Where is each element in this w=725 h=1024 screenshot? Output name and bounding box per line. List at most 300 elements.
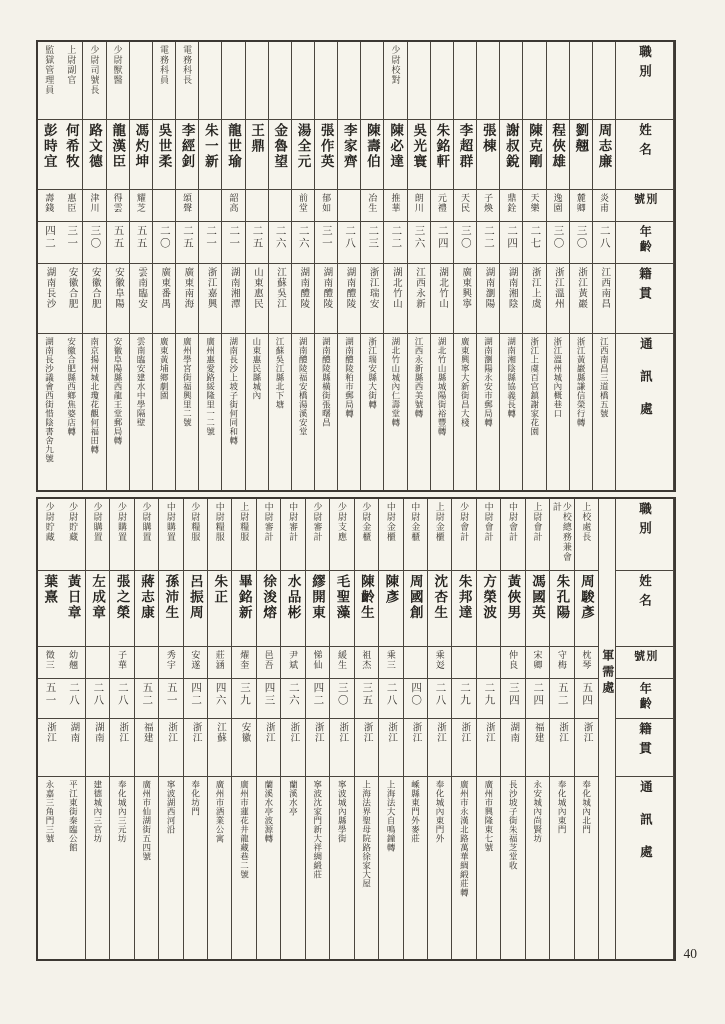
- cell-title: [379, 499, 402, 571]
- cell-title: [361, 42, 383, 120]
- address-text: 廣州惠愛路綏隆里一二號: [205, 337, 216, 436]
- alias-text: 推華: [390, 193, 401, 213]
- cell-address: [38, 334, 60, 490]
- address-text: 廣東興寧大新街昌大棧: [460, 337, 471, 427]
- cell-origin: [408, 264, 430, 334]
- cell-name: [130, 120, 152, 190]
- age-text: 三四: [507, 682, 519, 707]
- cell-address: [355, 777, 378, 959]
- cell-address: [110, 777, 133, 959]
- alias-text: 祖杰: [361, 650, 372, 670]
- person-column: [338, 42, 361, 490]
- person-column: [454, 42, 477, 490]
- cell-address: [330, 777, 353, 959]
- cell-title: [232, 499, 255, 571]
- cell-address: [500, 334, 522, 490]
- cell-name: [176, 120, 198, 190]
- name-text: 張作英: [318, 123, 334, 170]
- cell-origin: [135, 719, 158, 777]
- cell-address: [454, 334, 476, 490]
- cell-age: [547, 222, 569, 264]
- name-text: 馮國英: [529, 574, 545, 621]
- origin-text: 浙江黃巖: [576, 267, 587, 309]
- row-label-address: [616, 334, 673, 490]
- cell-title: [355, 499, 378, 571]
- address-text: 奉化城內北門: [581, 780, 592, 834]
- name-text: 王鼎: [249, 123, 265, 154]
- age-text: 二二: [390, 225, 402, 250]
- cell-address: [404, 777, 427, 959]
- cell-title: [269, 42, 291, 120]
- alias-text: 莊涵: [214, 650, 225, 670]
- address-text: 奉化坊門: [190, 780, 201, 816]
- cell-alias: [384, 190, 406, 222]
- cell-age: [575, 679, 598, 719]
- origin-text: 江蘇: [215, 722, 226, 743]
- person-column: [404, 499, 428, 959]
- name-text: 朱銘軒: [434, 123, 450, 170]
- title-text: 中尉會計: [483, 502, 494, 542]
- origin-text: 湖南長沙: [44, 267, 55, 309]
- cell-address: [153, 334, 175, 490]
- address-text: 寧波城內縣學街: [337, 780, 348, 843]
- cell-origin: [208, 719, 231, 777]
- person-column: [61, 499, 85, 959]
- address-text: 湖南醴陵福安橋湯溪安堂: [298, 337, 309, 436]
- cell-name: [408, 120, 430, 190]
- cell-age: [38, 679, 61, 719]
- cell-origin: [292, 264, 314, 334]
- address-text: 廣州市永漢北路萬華綢緞莊轉: [459, 780, 470, 897]
- alias-text: 鼎銓: [506, 193, 517, 213]
- title-text: 少尉獸醫: [112, 45, 123, 85]
- cell-name: [61, 571, 84, 647]
- cell-name: [257, 571, 280, 647]
- cell-origin: [38, 719, 61, 777]
- origin-text: 湖南湘陰: [506, 267, 517, 309]
- cell-name: [208, 571, 231, 647]
- cell-alias: [199, 190, 221, 222]
- cell-name: [550, 571, 573, 647]
- cell-name: [38, 571, 61, 647]
- person-column: [107, 42, 130, 490]
- row-label-origin-text: 籍貫: [637, 722, 652, 761]
- alias-text: 冶生: [367, 193, 378, 213]
- alias-text: 仲良: [508, 650, 518, 670]
- alias-text: 元禮: [436, 193, 447, 213]
- cell-address: [547, 334, 569, 490]
- address-text: 廣州市興隆東七號: [483, 780, 494, 852]
- cell-alias: [184, 647, 207, 679]
- cell-origin: [60, 264, 82, 334]
- cell-title: [159, 499, 182, 571]
- name-text: 周駿彥: [578, 574, 594, 621]
- cell-name: [404, 571, 427, 647]
- cell-title: [38, 499, 61, 571]
- alias-text: 韶高: [228, 193, 239, 213]
- origin-text: 浙江: [337, 722, 348, 743]
- name-text: 金魯望: [272, 123, 288, 170]
- cell-title: [83, 42, 105, 120]
- row-label-name-text: 姓名: [637, 574, 652, 613]
- cell-title: [281, 499, 304, 571]
- address-text: 浙江瑞安縣大街轉: [367, 337, 378, 409]
- age-text: 三〇: [336, 682, 348, 707]
- row-header-column: [616, 42, 674, 490]
- title-text: 少尉購置: [92, 502, 103, 542]
- title-text: 少尉購置: [117, 502, 127, 542]
- origin-text: 廣東番禺: [159, 267, 170, 309]
- age-text: 二四: [532, 682, 544, 707]
- cell-age: [428, 679, 451, 719]
- cell-alias: [355, 647, 378, 679]
- address-text: 湖北竹山城內仁壽堂轉: [390, 337, 401, 427]
- cell-origin: [431, 264, 453, 334]
- origin-text: 湖北竹山: [390, 267, 401, 309]
- address-text: 江西永新縣西美號轉: [413, 337, 424, 418]
- cell-address: [246, 334, 268, 490]
- name-text: 吳光寰: [411, 123, 427, 170]
- address-text: 安徽阜陽縣西龍王堂郵局轉: [112, 337, 123, 445]
- name-text: 朱正: [212, 574, 228, 605]
- address-text: 廣州市仙湖街五四號: [141, 780, 152, 861]
- cell-title: [110, 499, 133, 571]
- name-text: 龍漢臣: [110, 123, 126, 170]
- cell-title: [477, 42, 499, 120]
- cell-name: [547, 120, 569, 190]
- address-text: 廣州學宮街福興里二號: [182, 337, 193, 427]
- cell-address: [232, 777, 255, 959]
- origin-text: 浙江: [410, 722, 421, 743]
- cell-alias: [159, 647, 182, 679]
- cell-name: [379, 571, 402, 647]
- cell-age: [526, 679, 549, 719]
- cell-title: [222, 42, 244, 120]
- alias-text: 子煥: [483, 193, 494, 213]
- cell-age: [83, 222, 105, 264]
- row-label-title: [616, 42, 673, 120]
- cell-origin: [550, 719, 573, 777]
- name-text: 黃俠男: [505, 574, 521, 621]
- cell-age: [361, 222, 383, 264]
- name-text: 謝叔銳: [503, 123, 519, 170]
- title-text: 少尉司號長: [89, 45, 100, 95]
- alias-text: 天樂: [529, 193, 540, 213]
- name-text: 馮灼坤: [133, 123, 149, 170]
- cell-title: [208, 499, 231, 571]
- cell-origin: [547, 264, 569, 334]
- person-column: [477, 42, 500, 490]
- person-column: [575, 499, 599, 959]
- cell-alias: [292, 190, 314, 222]
- origin-text: 浙江上虞: [529, 267, 540, 309]
- cell-address: [83, 334, 105, 490]
- cell-alias: [269, 190, 291, 222]
- alias-text: 惠臣: [66, 193, 77, 213]
- title-text: 少尉購置: [141, 502, 152, 542]
- person-column: [292, 42, 315, 490]
- row-label-address-text: 通訊處: [638, 780, 653, 878]
- origin-text: 福建: [532, 722, 543, 743]
- age-text: 二八: [434, 682, 446, 707]
- age-text: 二四: [436, 225, 448, 250]
- person-column: [153, 42, 176, 490]
- cell-age: [501, 679, 524, 719]
- person-column: [547, 42, 570, 490]
- cell-age: [130, 222, 152, 264]
- cell-age: [408, 222, 430, 264]
- alias-text: 朗川: [413, 193, 424, 213]
- origin-text: 浙江: [386, 722, 397, 743]
- cell-address: [501, 777, 524, 959]
- cell-address: [477, 777, 500, 959]
- address-text: 湖北竹山縣城陽街裕豐轉: [437, 337, 448, 436]
- person-column: [428, 499, 452, 959]
- cell-alias: [330, 647, 353, 679]
- address-text: 湖南醴陵縣橫街張曙昌: [321, 337, 332, 427]
- cell-name: [107, 120, 129, 190]
- cell-alias: [110, 647, 133, 679]
- cell-origin: [86, 719, 109, 777]
- cell-origin: [199, 264, 221, 334]
- cell-origin: [38, 264, 60, 334]
- cell-title: [408, 42, 430, 120]
- age-text: 五二: [141, 682, 153, 707]
- cell-alias: [454, 190, 476, 222]
- title-text: 中尉會計: [508, 502, 518, 542]
- alias-text: 耀芝: [135, 193, 146, 213]
- cell-name: [222, 120, 244, 190]
- address-text: 湖南湘陰縣協義長轉: [506, 337, 517, 418]
- address-text: 山東惠民縣城內: [251, 337, 262, 400]
- age-text: 三一: [320, 225, 332, 250]
- cell-origin: [153, 264, 175, 334]
- origin-text: 浙江: [44, 722, 55, 743]
- cell-address: [428, 777, 451, 959]
- person-column: [208, 499, 232, 959]
- row-label-alias-text: 別號: [632, 193, 657, 206]
- person-column: [246, 42, 269, 490]
- cell-origin: [593, 264, 615, 334]
- cell-age: [38, 222, 60, 264]
- cell-alias: [153, 190, 175, 222]
- address-text: 永安城內尚賢坊: [532, 780, 543, 843]
- age-text: 二三: [367, 225, 379, 250]
- cell-origin: [523, 264, 545, 334]
- cell-address: [593, 334, 615, 490]
- cell-title: [130, 42, 152, 120]
- cell-address: [315, 334, 337, 490]
- origin-text: 湖南: [68, 722, 79, 743]
- alias-text: 前堂: [297, 193, 308, 213]
- address-text: 湖南長沙上坡子街何同和轉: [228, 337, 239, 445]
- address-text: 奉化城內三元坊: [117, 780, 128, 843]
- cell-age: [404, 679, 427, 719]
- cell-name: [338, 120, 360, 190]
- age-text: 二〇: [158, 225, 170, 250]
- name-text: 張棟: [480, 123, 496, 154]
- row-label-name-text: 姓名: [637, 123, 652, 162]
- age-text: 二五: [251, 225, 263, 250]
- title-text: 上尉會計: [532, 502, 543, 542]
- cell-origin: [330, 719, 353, 777]
- origin-text: 安徽合肥: [89, 267, 100, 309]
- cell-origin: [257, 719, 280, 777]
- cell-title: [330, 499, 353, 571]
- alias-text: 乘彣: [434, 650, 445, 670]
- cell-name: [330, 571, 353, 647]
- name-text: 湯全元: [295, 123, 311, 170]
- origin-text: 浙江: [288, 722, 299, 743]
- person-column: [86, 499, 110, 959]
- cell-name: [477, 120, 499, 190]
- origin-text: 湖南: [508, 722, 519, 743]
- cell-origin: [355, 719, 378, 777]
- cell-origin: [428, 719, 451, 777]
- origin-text: 雲南臨安: [136, 267, 147, 309]
- title-text: 少尉糧服: [190, 502, 201, 542]
- cell-alias: [431, 190, 453, 222]
- cell-title: [257, 499, 280, 571]
- cell-title: [454, 42, 476, 120]
- cell-title: [431, 42, 453, 120]
- cell-age: [86, 679, 109, 719]
- cell-address: [431, 334, 453, 490]
- row-header-column: [616, 499, 674, 959]
- age-text: 五四: [581, 682, 593, 707]
- cell-name: [110, 571, 133, 647]
- address-text: 長沙坡子街朱福芝堂收: [508, 780, 519, 870]
- cell-age: [384, 222, 406, 264]
- age-text: 二七: [529, 225, 541, 250]
- cell-title: [575, 499, 598, 571]
- person-column: [199, 42, 222, 490]
- cell-alias: [477, 190, 499, 222]
- person-column: [379, 499, 403, 959]
- age-text: 四三: [263, 682, 275, 707]
- cell-age: [523, 222, 545, 264]
- title-text: 中尉審計: [288, 502, 299, 542]
- cell-alias: [281, 647, 304, 679]
- cell-alias: [338, 190, 360, 222]
- cell-address: [61, 777, 84, 959]
- cell-name: [526, 571, 549, 647]
- title-text: 中尉金櫃: [410, 502, 421, 542]
- age-text: 二一: [205, 225, 217, 250]
- alias-text: 燿奎: [239, 650, 250, 670]
- cell-title: [86, 499, 109, 571]
- cell-age: [153, 222, 175, 264]
- person-column: [232, 499, 256, 959]
- title-text: 少尉審計: [312, 502, 323, 542]
- address-text: 湖南醴陵粕市郵局轉: [344, 337, 355, 418]
- cell-name: [199, 120, 221, 190]
- address-text: 安徽合肥縣西鄉焦婆店轉: [66, 337, 77, 436]
- cell-name: [269, 120, 291, 190]
- cell-name: [361, 120, 383, 190]
- origin-text: 江西永新: [413, 267, 424, 309]
- name-text: 李超群: [457, 123, 473, 170]
- cell-alias: [315, 190, 337, 222]
- cell-origin: [384, 264, 406, 334]
- name-text: 李家齊: [341, 123, 357, 170]
- cell-name: [281, 571, 304, 647]
- name-text: 水品彬: [285, 574, 301, 621]
- cell-address: [130, 334, 152, 490]
- address-text: 永嘉三角門三號: [44, 780, 55, 843]
- cell-alias: [361, 190, 383, 222]
- person-column: [408, 42, 431, 490]
- cell-title: [428, 499, 451, 571]
- cell-alias: [523, 190, 545, 222]
- cell-alias: [83, 190, 105, 222]
- person-column: [570, 42, 593, 490]
- name-text: 繆開東: [310, 574, 326, 621]
- cell-origin: [61, 719, 84, 777]
- address-text: 江西南昌三道橋五號: [599, 337, 610, 418]
- section-label-text: 軍需處: [600, 649, 615, 697]
- cell-age: [107, 222, 129, 264]
- name-text: 何希牧: [63, 123, 79, 170]
- person-column: [306, 499, 330, 959]
- title-text: 少尉支應: [336, 502, 347, 542]
- name-text: 徐浚熔: [261, 574, 277, 621]
- cell-age: [330, 679, 353, 719]
- cell-age: [246, 222, 268, 264]
- person-column: [281, 499, 305, 959]
- row-label-alias-text: 別號: [632, 650, 657, 663]
- alias-text: 邑吾: [263, 650, 274, 670]
- cell-age: [315, 222, 337, 264]
- cell-origin: [500, 264, 522, 334]
- cell-address: [550, 777, 573, 959]
- cell-age: [208, 679, 231, 719]
- person-column: [60, 42, 83, 490]
- name-text: 龍世瑜: [225, 123, 241, 170]
- address-text: 奉化城內東門: [557, 780, 568, 834]
- origin-text: 湖南醴陵: [298, 267, 309, 309]
- cell-alias: [86, 647, 109, 679]
- origin-text: 福建: [141, 722, 152, 743]
- address-text: 平江東街秦臨公館: [68, 780, 79, 852]
- person-column: [330, 499, 354, 959]
- cell-age: [176, 222, 198, 264]
- cell-alias: [38, 647, 61, 679]
- roster-table-bottom: [36, 497, 676, 961]
- cell-age: [199, 222, 221, 264]
- address-text: 浙江上虞百官鎮謝家花園: [529, 337, 540, 436]
- cell-age: [184, 679, 207, 719]
- row-label-origin-text: 籍貫: [637, 267, 652, 306]
- cell-name: [575, 571, 598, 647]
- age-text: 五二: [556, 682, 568, 707]
- person-column: [477, 499, 501, 959]
- row-label-age: [616, 679, 673, 719]
- age-text: 二六: [287, 682, 299, 707]
- alias-text: 枕琴: [581, 650, 592, 670]
- cell-origin: [184, 719, 207, 777]
- person-column: [159, 499, 183, 959]
- cell-origin: [338, 264, 360, 334]
- origin-text: 浙江: [581, 722, 592, 743]
- cell-title: [199, 42, 221, 120]
- title-text: 少尉貯藏: [44, 502, 55, 542]
- person-column: [130, 42, 153, 490]
- cell-title: [404, 499, 427, 571]
- cell-age: [281, 679, 304, 719]
- cell-alias: [526, 647, 549, 679]
- row-label-alias: [616, 647, 673, 679]
